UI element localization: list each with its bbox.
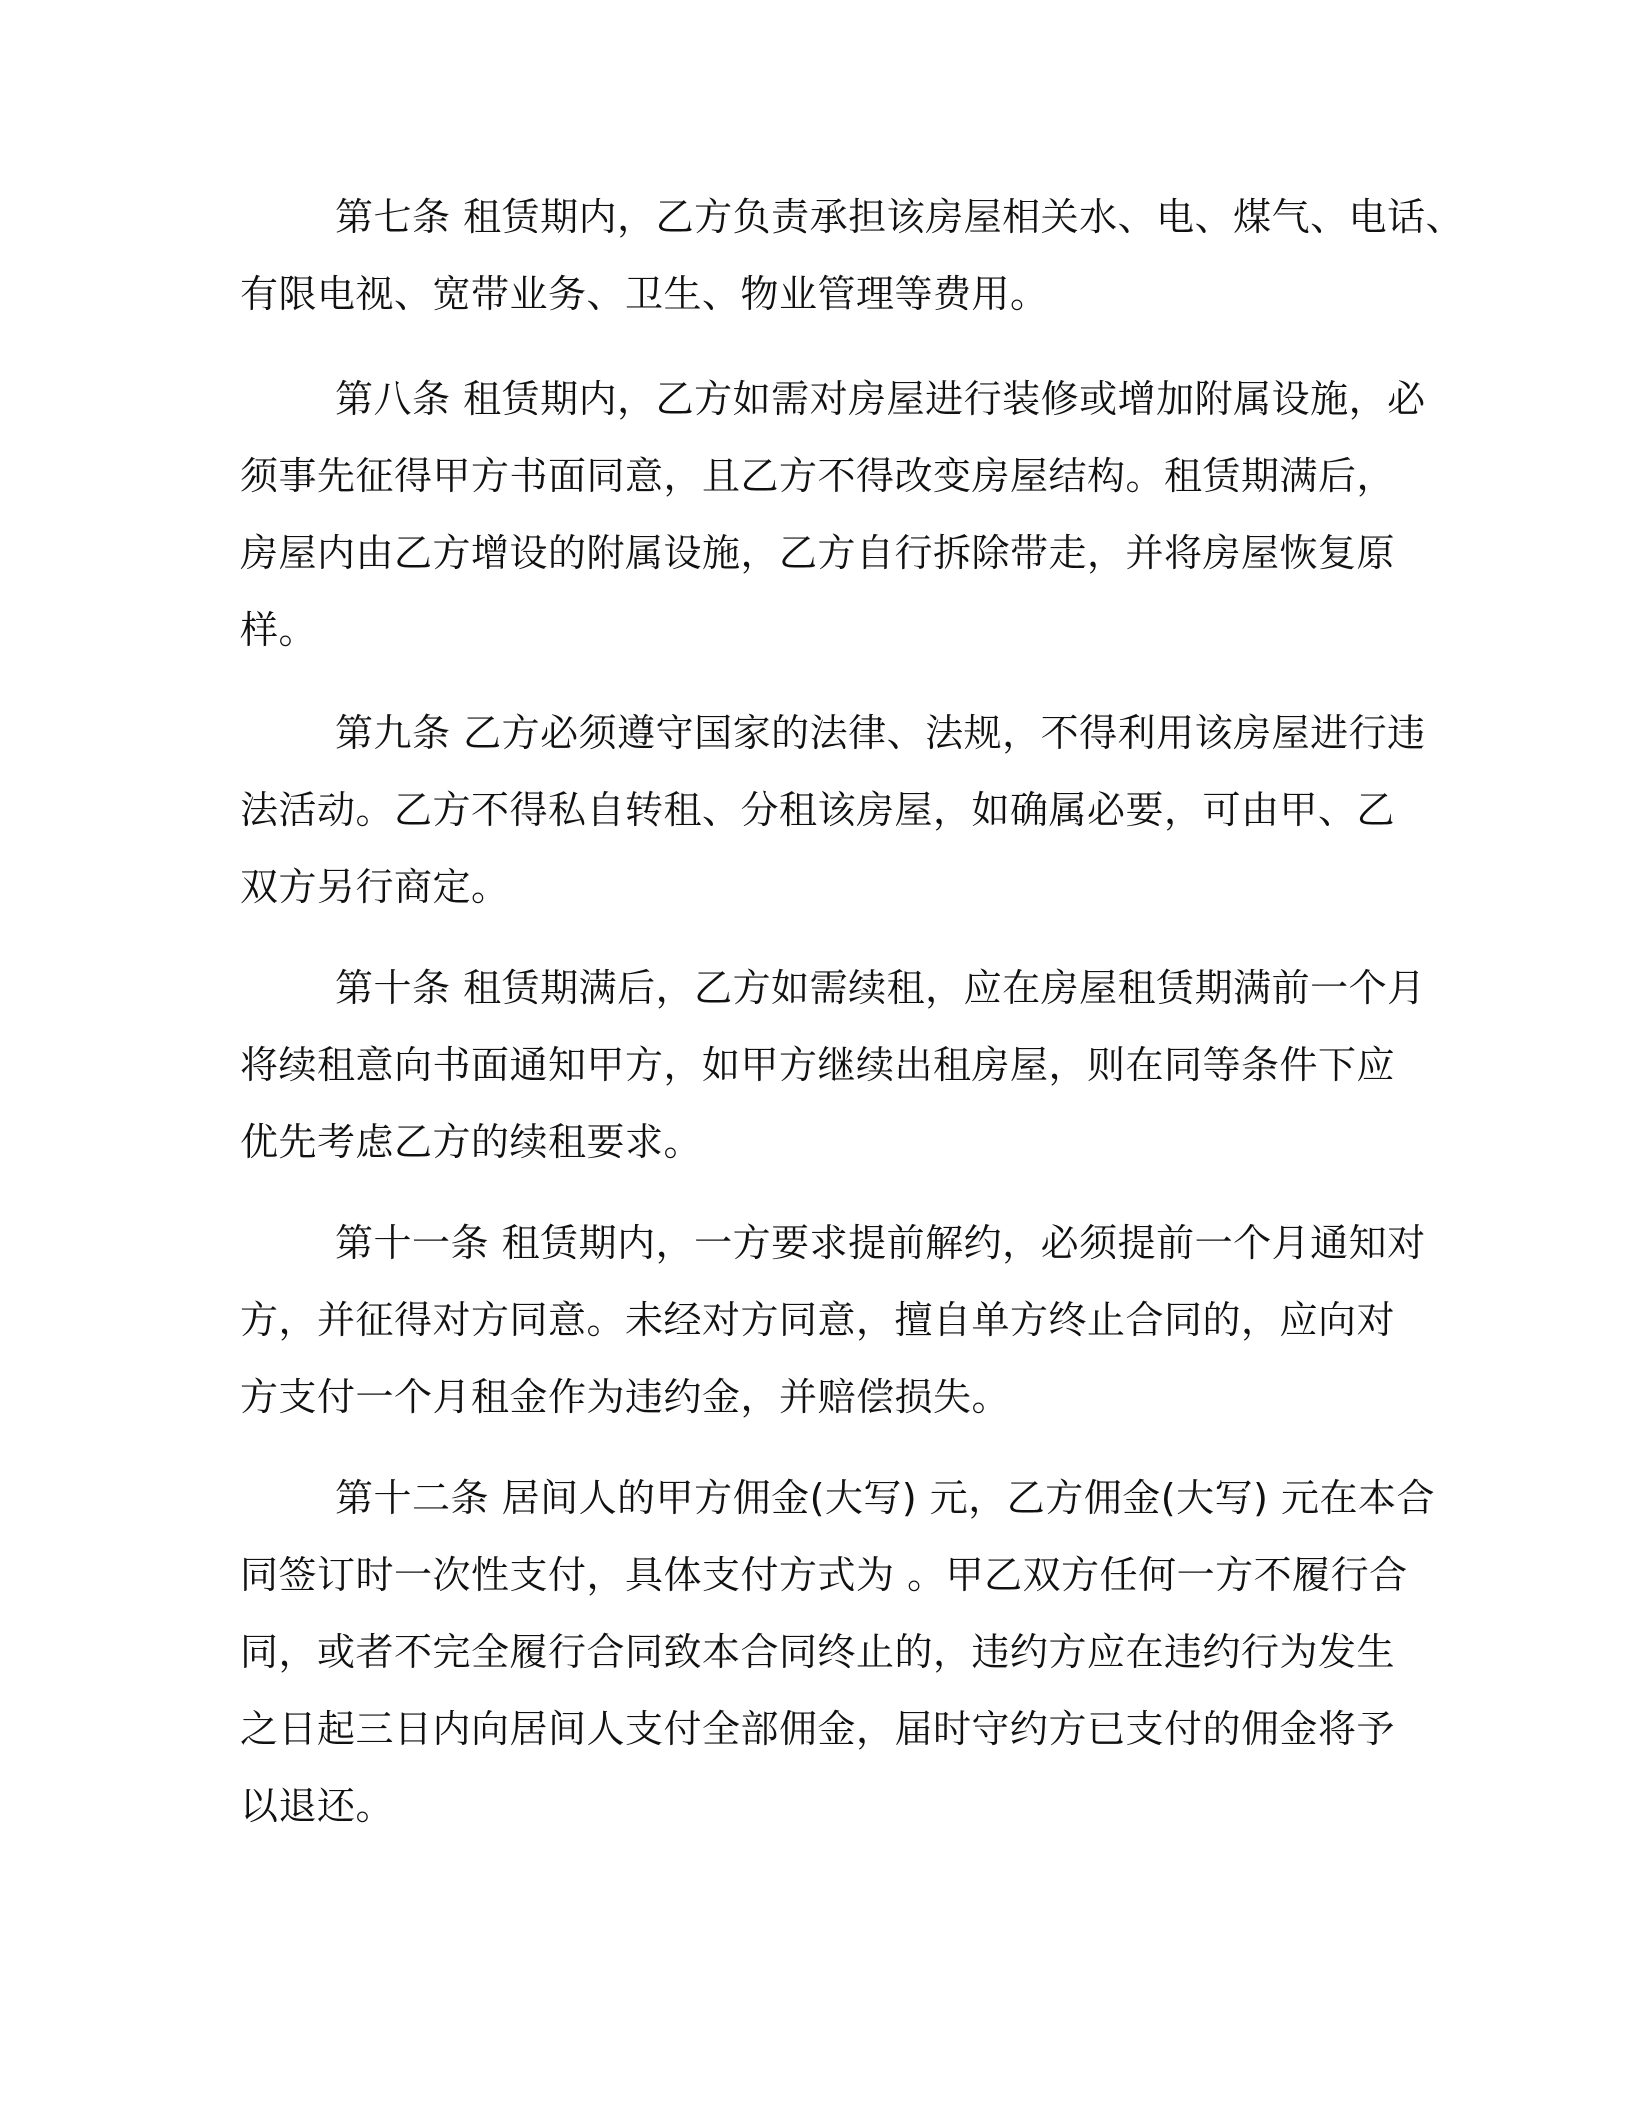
clause-line: 第十条 租赁期满后，乙方如需续租，应在房屋租赁期满前一个月 xyxy=(335,966,1426,1010)
clause-line: 双方另行商定。 xyxy=(240,865,510,909)
clause-line: 第十一条 租赁期内，一方要求提前解约，必须提前一个月通知对 xyxy=(335,1221,1426,1265)
clause-line: 第八条 租赁期内，乙方如需对房屋进行装修或增加附属设施，必 xyxy=(335,377,1426,421)
clause-line: 第七条 租赁期内，乙方负责承担该房屋相关水、电、煤气、电话、 xyxy=(335,195,1465,239)
clause-line: 将续租意向书面通知甲方，如甲方继续出租房屋，则在同等条件下应 xyxy=(240,1043,1396,1087)
clause-line: 须事先征得甲方书面同意，且乙方不得改变房屋结构。租赁期满后， xyxy=(240,454,1396,498)
clause-line: 之日起三日内向居间人支付全部佣金，届时守约方已支付的佣金将予 xyxy=(240,1707,1396,1751)
clause-line: 第九条 乙方必须遵守国家的法律、法规，不得利用该房屋进行违 xyxy=(335,711,1426,755)
clause-line: 房屋内由乙方增设的附属设施，乙方自行拆除带走，并将房屋恢复原 xyxy=(240,531,1396,575)
clause-line: 方，并征得对方同意。未经对方同意，擅自单方终止合同的，应向对 xyxy=(240,1298,1396,1342)
clause-line: 第十二条 居间人的甲方佣金(大写) 元，乙方佣金(大写) 元在本合 xyxy=(335,1476,1436,1520)
clause-line: 有限电视、宽带业务、卫生、物业管理等费用。 xyxy=(240,272,1049,316)
clause-line: 以退还。 xyxy=(240,1784,395,1828)
clause-line: 样。 xyxy=(240,608,318,652)
clause-line: 同签订时一次性支付，具体支付方式为 。甲乙双方任何一方不履行合 xyxy=(240,1553,1408,1597)
clause-line: 方支付一个月租金作为违约金，并赔偿损失。 xyxy=(240,1375,1011,1419)
clause-line: 同，或者不完全履行合同致本合同终止的，违约方应在违约行为发生 xyxy=(240,1630,1396,1674)
clause-line: 优先考虑乙方的续租要求。 xyxy=(240,1120,703,1164)
clause-line: 法活动。乙方不得私自转租、分租该房屋，如确属必要，可由甲、乙 xyxy=(240,788,1396,832)
